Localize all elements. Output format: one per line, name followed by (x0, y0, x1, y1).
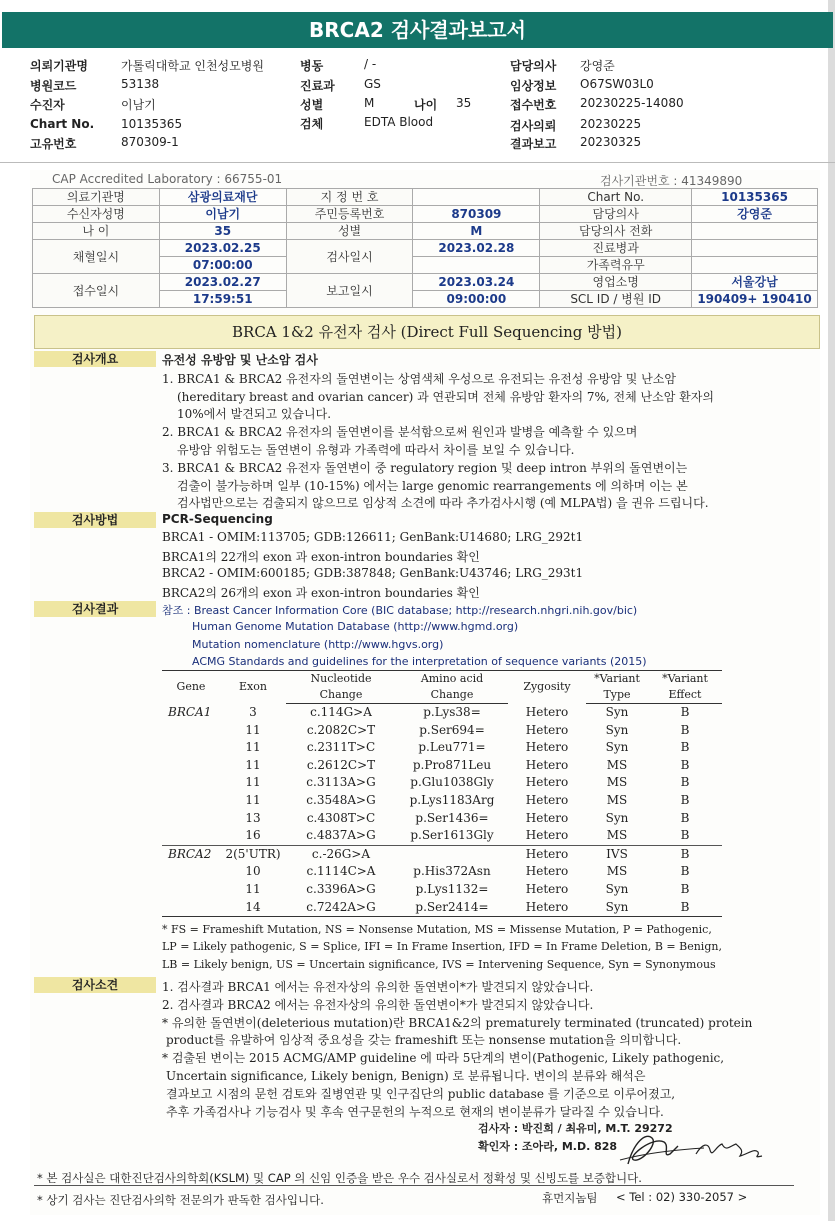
reported-label: 결과보고 (510, 137, 557, 151)
cell-variant-type: MS (606, 828, 628, 843)
sales-value: 서울강남 (692, 274, 818, 291)
col-gene: Gene (162, 671, 220, 704)
variant-row (162, 881, 722, 899)
designation-value (413, 189, 540, 206)
overview-line: 유방암 위험도는 돌연변이 유형과 가족력에 따라서 차이를 보일 수 있습니다. (177, 443, 575, 457)
variant-row (162, 722, 722, 740)
signature-image (612, 1124, 772, 1172)
cell-zygosity: Hetero (525, 881, 569, 896)
cell-variant-type: MS (606, 864, 628, 879)
scl-label: SCL ID / 병원 ID (540, 291, 692, 308)
lab-age-label: 나 이 (33, 223, 160, 240)
cell-exon: 13 (245, 810, 261, 825)
cell-amino-acid-change: p.Lys1132= (415, 881, 489, 896)
report-time: 09:00:00 (413, 291, 540, 308)
cell-amino-acid-change: p.Ser1613Gly (410, 828, 494, 843)
method-line: PCR-Sequencing (162, 512, 273, 526)
clinic-label: 진료병과 (540, 240, 692, 257)
test-date: 2023.02.28 (413, 240, 540, 257)
hosp-code-label: 병원코드 (30, 79, 77, 93)
confirmer: 확인자 : 조아라, M.D. 828 (478, 1140, 618, 1153)
age-value: 35 (456, 96, 472, 110)
req-inst-label: 의뢰기관명 (30, 59, 88, 73)
rrn-value: 870309 (413, 206, 540, 223)
uid-value: 870309-1 (121, 135, 179, 149)
method-line: BRCA1 - OMIM:113705; GDB:126611; GenBank:U14680; LRG_292t1 (162, 530, 584, 544)
cell-zygosity: Hetero (525, 722, 569, 737)
col-amino-acid: Amino acid (396, 671, 508, 688)
reference-line: Mutation nomenclature (http://www.hgvs.org) (192, 638, 444, 651)
col-variant-effect-sub: Effect (648, 687, 722, 704)
variant-table (162, 670, 722, 917)
clinic-value (692, 240, 818, 257)
recipient-value: 이남기 (121, 98, 156, 112)
col-variant-type: *Variant (586, 671, 648, 688)
result-section-label: 검사결과 (34, 601, 156, 617)
interpretation-note: * 상기 검사는 진단검사의학 전문의가 판독한 검사입니다. (37, 1193, 324, 1207)
reported-value: 20230325 (580, 135, 642, 149)
page-edge (828, 0, 835, 1221)
clinical-label: 임상정보 (510, 79, 557, 93)
cell-variant-type: Syn (605, 810, 629, 825)
method-section-label: 검사방법 (34, 512, 156, 528)
report-date: 2023.03.24 (413, 274, 540, 291)
lab-info-table (32, 188, 818, 308)
receipt-value: 20230225-14080 (580, 96, 684, 110)
cell-variant-type: Syn (605, 740, 629, 755)
findings-line: * 유의한 돌연변이(deleterious mutation)란 BRCA1&2의 prematurely terminated (truncated) protein (162, 1016, 753, 1030)
lab-sex-value: M (413, 223, 540, 240)
lab-number: 검사기관번호 : 41349890 (600, 174, 743, 188)
header-divider (0, 162, 835, 163)
variant-row (162, 757, 722, 775)
cell-amino-acid-change: p.Glu1038Gly (410, 775, 494, 790)
test-time-blank (413, 257, 540, 274)
cell-variant-effect: B (680, 881, 690, 896)
overview-line: (hereditary breast and ovarian cancer) 과 연관되며 전체 유방암 환자의 7%, 전체 난소암 환자의 (177, 390, 714, 404)
overview-line: 검출이 불가능하며 일부 (10-15%) 에서는 large genomic rearrangements 에 의하며 이는 본 (177, 479, 688, 493)
cell-exon: 3 (249, 704, 257, 719)
cell-variant-effect: B (680, 864, 690, 879)
cell-variant-effect: B (680, 810, 690, 825)
cell-gene (162, 899, 220, 917)
findings-line: 1. 검사결과 BRCA1 에서는 유전자상의 유의한 돌연변이*가 발견되지 않았습니다. (162, 980, 594, 994)
cell-exon: 10 (245, 864, 261, 879)
col-variant-effect: *Variant (648, 671, 722, 688)
cell-nucleotide-change: c.-26G>A (286, 845, 396, 863)
cell-variant-type: IVS (586, 845, 648, 863)
cell-gene (162, 863, 220, 881)
reference-line: 참조 : Breast Cancer Information Core (BIC database; http://research.nhgri.nih.gov/bic) (162, 604, 638, 617)
lab-receipt-label: 접수일시 (33, 274, 160, 308)
cell-variant-effect: B (648, 899, 722, 917)
specimen-label: 검체 (300, 117, 324, 131)
accreditation-note: * 본 검사실은 대한진단검사의학회(KSLM) 및 CAP 의 신임 인증을 받은 우수 검사실로서 정확성 및 신빙도를 보증합니다. (37, 1171, 642, 1185)
variant-row (162, 739, 722, 757)
cell-variant-effect: B (680, 792, 690, 807)
cell-gene (162, 792, 220, 810)
doctor-tel-value (692, 223, 818, 240)
report-label: 보고일시 (286, 274, 413, 308)
specimen-value: EDTA Blood (364, 115, 434, 129)
family-value (692, 257, 818, 274)
legend-line: LB = Likely benign, US = Uncertain significance, IVS = Intervening Sequence, Syn = Synonymous (162, 958, 716, 971)
findings-line: 결과보고 시점의 문헌 검토와 질병연관 및 인구집단의 public database 를 기준으로 이루어졌고, (166, 1087, 676, 1101)
method-line: BRCA2의 26개의 exon 과 exon-intron boundaries 확인 (162, 586, 480, 600)
cell-nucleotide-change: c.3396A>G (306, 881, 376, 896)
collect-time: 07:00:00 (159, 257, 286, 274)
cell-zygosity: Hetero (525, 828, 569, 843)
variant-row (162, 704, 722, 722)
cell-amino-acid-change: p.Ser694= (419, 722, 485, 737)
cell-amino-acid-change: p.Lys1183Arg (409, 792, 495, 807)
cell-nucleotide-change: c.114G>A (310, 705, 372, 719)
requested-label: 검사의뢰 (510, 119, 557, 133)
col-variant-type-sub: Type (586, 687, 648, 704)
examiner: 검사자 : 박진희 / 최유미, M.T. 29272 (478, 1122, 673, 1135)
findings-line: product를 유발하여 임상적 중요성을 갖는 frameshift 또는 nonsense mutation을 의미합니다. (166, 1033, 682, 1047)
doctor-label: 담당의사 (510, 59, 557, 73)
cap-accreditation: CAP Accredited Laboratory : 66755-01 (52, 172, 283, 186)
variant-row (162, 863, 722, 881)
variant-row (162, 845, 722, 863)
overview-section-label: 검사개요 (34, 351, 156, 367)
lab-doctor-value: 강영준 (692, 206, 818, 223)
cell-amino-acid-change (396, 845, 508, 863)
findings-line: Uncertain significance, Likely benign, Benign) 로 분류됩니다. 변이의 분류와 해석은 (166, 1069, 646, 1083)
overview-line: 3. BRCA1 & BRCA2 유전자 돌연변이 중 regulatory region 및 deep intron 부위의 돌연변이는 (162, 461, 688, 475)
inst-value: 삼광의료재단 (159, 189, 286, 206)
cell-variant-type: MS (606, 792, 628, 807)
receipt-label: 접수번호 (510, 98, 557, 112)
cell-variant-effect: B (680, 722, 690, 737)
cell-exon: 11 (245, 757, 261, 772)
cell-amino-acid-change: p.His372Asn (413, 864, 491, 879)
lab-doctor-label: 담당의사 (540, 206, 692, 223)
cell-nucleotide-change: c.2612C>T (306, 757, 376, 772)
cell-exon: 11 (245, 722, 261, 737)
cell-gene (162, 722, 220, 740)
cell-gene (162, 810, 220, 828)
cell-amino-acid-change: p.Lys38= (423, 705, 481, 719)
cell-zygosity: Hetero (525, 864, 569, 879)
legend-line: LP = Likely pathogenic, S = Splice, IFI = In Frame Insertion, IFD = In Frame Deletion, B = Benign, (162, 940, 722, 953)
cell-zygosity: Hetero (508, 899, 586, 917)
cell-gene (162, 774, 220, 792)
variant-row (162, 827, 722, 845)
cell-gene (162, 881, 220, 899)
cell-variant-effect: B (680, 775, 690, 790)
cell-exon: 11 (245, 775, 261, 790)
overview-heading: 유전성 유방암 및 난소암 검사 (162, 353, 318, 367)
reference-line: Human Genome Mutation Database (http://www.hgmd.org) (192, 620, 519, 633)
cell-nucleotide-change: c.2311T>C (306, 740, 376, 755)
inst-label: 의료기관명 (33, 189, 160, 206)
collect-date: 2023.02.25 (159, 240, 286, 257)
cell-gene: BRCA2 (162, 845, 220, 863)
cell-zygosity: Hetero (525, 740, 569, 755)
cell-exon: 11 (245, 881, 261, 896)
cell-exon: 14 (220, 899, 286, 917)
variant-row (162, 899, 722, 917)
designation-label: 지 정 번 호 (286, 189, 413, 206)
findings-line: * 검출된 변이는 2015 ACMG/AMP guideline 에 따라 5단계의 변이(Pathogenic, Likely pathogenic, (162, 1051, 725, 1065)
rrn-label: 주민등록번호 (286, 206, 413, 223)
uid-label: 고유번호 (30, 137, 77, 151)
cell-exon: 16 (245, 828, 261, 843)
overview-line: 2. BRCA1 & BRCA2 유전자의 돌연변이를 분석함으로써 원인과 발병을 예측할 수 있으며 (162, 425, 638, 439)
findings-line: 2. 검사결과 BRCA2 에서는 유전자상의 유의한 돌연변이*가 발견되지 않았습니다. (162, 998, 594, 1012)
cell-gene (162, 739, 220, 757)
scl-value: 190409+ 190410 (692, 291, 818, 308)
sales-label: 영업소명 (540, 274, 692, 291)
report-title: BRCA2 검사결과보고서 (2, 12, 833, 48)
ward-label: 병동 (300, 59, 324, 73)
lab-age-value: 35 (159, 223, 286, 240)
test-label: 검사일시 (286, 240, 413, 274)
team-name: 휴먼지놈팀 (542, 1191, 598, 1205)
cell-gene: BRCA1 (168, 704, 212, 719)
recipient-label: 수진자 (30, 98, 65, 112)
findings-section-label: 검사소견 (34, 977, 156, 993)
method-line: BRCA1의 22개의 exon 과 exon-intron boundaries 확인 (162, 550, 480, 564)
requested-value: 20230225 (580, 117, 642, 131)
findings-line: 추후 가족검사나 기능검사 및 후속 연구문헌의 누적으로 현재의 변이분류가 달라질 수 있습니다. (166, 1105, 664, 1119)
cell-zygosity: Hetero (525, 810, 569, 825)
chart-label: Chart No. (30, 117, 95, 131)
cell-gene (162, 757, 220, 775)
overview-line: 10%에서 발견되고 있습니다. (177, 407, 332, 421)
cell-variant-effect: B (648, 845, 722, 863)
reference-line: ACMG Standards and guidelines for the interpretation of sequence variants (2015) (192, 655, 647, 668)
cell-nucleotide-change: c.4837A>G (306, 828, 376, 843)
cell-variant-effect: B (680, 828, 690, 843)
dept-value: GS (364, 77, 381, 91)
lab-chart-value: 10135365 (692, 189, 818, 206)
variant-row (162, 810, 722, 828)
cell-amino-acid-change: p.Ser2414= (396, 899, 508, 917)
doctor-value: 강영준 (580, 59, 615, 73)
cell-variant-type: Syn (605, 705, 629, 719)
doctor-tel-label: 담당의사 전화 (540, 223, 692, 240)
lab-chart-label: Chart No. (540, 189, 692, 206)
lab-receipt-date: 2023.02.27 (159, 274, 286, 291)
cell-nucleotide-change: c.3548A>G (306, 792, 376, 807)
cell-variant-effect: B (680, 757, 690, 772)
test-banner: BRCA 1&2 유전자 검사 (Direct Full Sequencing 방법) (34, 315, 820, 349)
family-label: 가족력유무 (540, 257, 692, 274)
lab-sex-label: 성별 (286, 223, 413, 240)
variant-row (162, 792, 722, 810)
cell-variant-effect: B (680, 705, 690, 719)
cell-variant-type: Syn (605, 722, 629, 737)
col-zygosity: Zygosity (508, 671, 586, 704)
cell-amino-acid-change: p.Pro871Leu (412, 757, 492, 772)
overview-line: 검사법만으로는 검출되지 않으므로 임상적 소견에 따라 추가검사시행 (예 MLPA법) 을 권유 드립니다. (177, 496, 709, 510)
cell-zygosity: Hetero (508, 845, 586, 863)
hosp-code-value: 53138 (121, 77, 160, 91)
col-amino-acid-sub: Change (396, 687, 508, 704)
sex-value: M (364, 96, 375, 110)
cell-nucleotide-change: c.1114C>A (306, 864, 376, 879)
cell-amino-acid-change: p.Leu771= (418, 740, 486, 755)
col-nucleotide: Nucleotide (286, 671, 396, 688)
cell-exon: 2(5'UTR) (220, 845, 286, 863)
recv-name-value: 이남기 (159, 206, 286, 223)
cell-amino-acid-change: p.Ser1436= (415, 810, 489, 825)
clinical-value: O67SW03L0 (580, 77, 654, 91)
legend-line: * FS = Frameshift Mutation, NS = Nonsense Mutation, MS = Missense Mutation, P = Pathogenic, (162, 923, 712, 936)
cell-exon: 11 (245, 740, 261, 755)
cell-variant-type: MS (606, 757, 628, 772)
lab-receipt-time: 17:59:51 (159, 291, 286, 308)
method-line: BRCA2 - OMIM:600185; GDB:387848; GenBank:U43746; LRG_293t1 (162, 566, 584, 580)
collect-label: 채혈일시 (33, 240, 160, 274)
cell-zygosity: Hetero (525, 704, 569, 719)
variant-row (162, 774, 722, 792)
cell-zygosity: Hetero (525, 775, 569, 790)
cell-nucleotide-change: c.4308T>C (306, 810, 376, 825)
dept-label: 진료과 (300, 79, 335, 93)
cell-nucleotide-change: c.3113A>G (306, 775, 376, 790)
chart-value: 10135365 (121, 117, 183, 131)
col-nucleotide-sub: Change (286, 687, 396, 704)
cell-nucleotide-change: c.7242A>G (286, 899, 396, 917)
req-inst-value: 가톨릭대학교 인천성모병원 (121, 59, 264, 73)
team-tel: < Tel : 02) 330-2057 > (616, 1190, 748, 1204)
age-label: 나이 (414, 98, 438, 112)
col-exon: Exon (220, 671, 286, 704)
ward-value: / - (364, 57, 377, 71)
overview-line: 1. BRCA1 & BRCA2 유전자의 돌연변이는 상염색체 우성으로 유전되는 유전성 유방암 및 난소암 (162, 372, 676, 386)
sex-label: 성별 (300, 98, 324, 112)
cell-nucleotide-change: c.2082C>T (306, 722, 376, 737)
cell-zygosity: Hetero (525, 792, 569, 807)
cell-variant-type: Syn (605, 881, 629, 896)
cell-variant-type: Syn (586, 899, 648, 917)
cell-variant-effect: B (680, 740, 690, 755)
cell-gene (162, 827, 220, 845)
recv-name-label: 수신자성명 (33, 206, 160, 223)
cell-zygosity: Hetero (525, 757, 569, 772)
cell-exon: 11 (245, 792, 261, 807)
cell-variant-type: MS (606, 775, 628, 790)
